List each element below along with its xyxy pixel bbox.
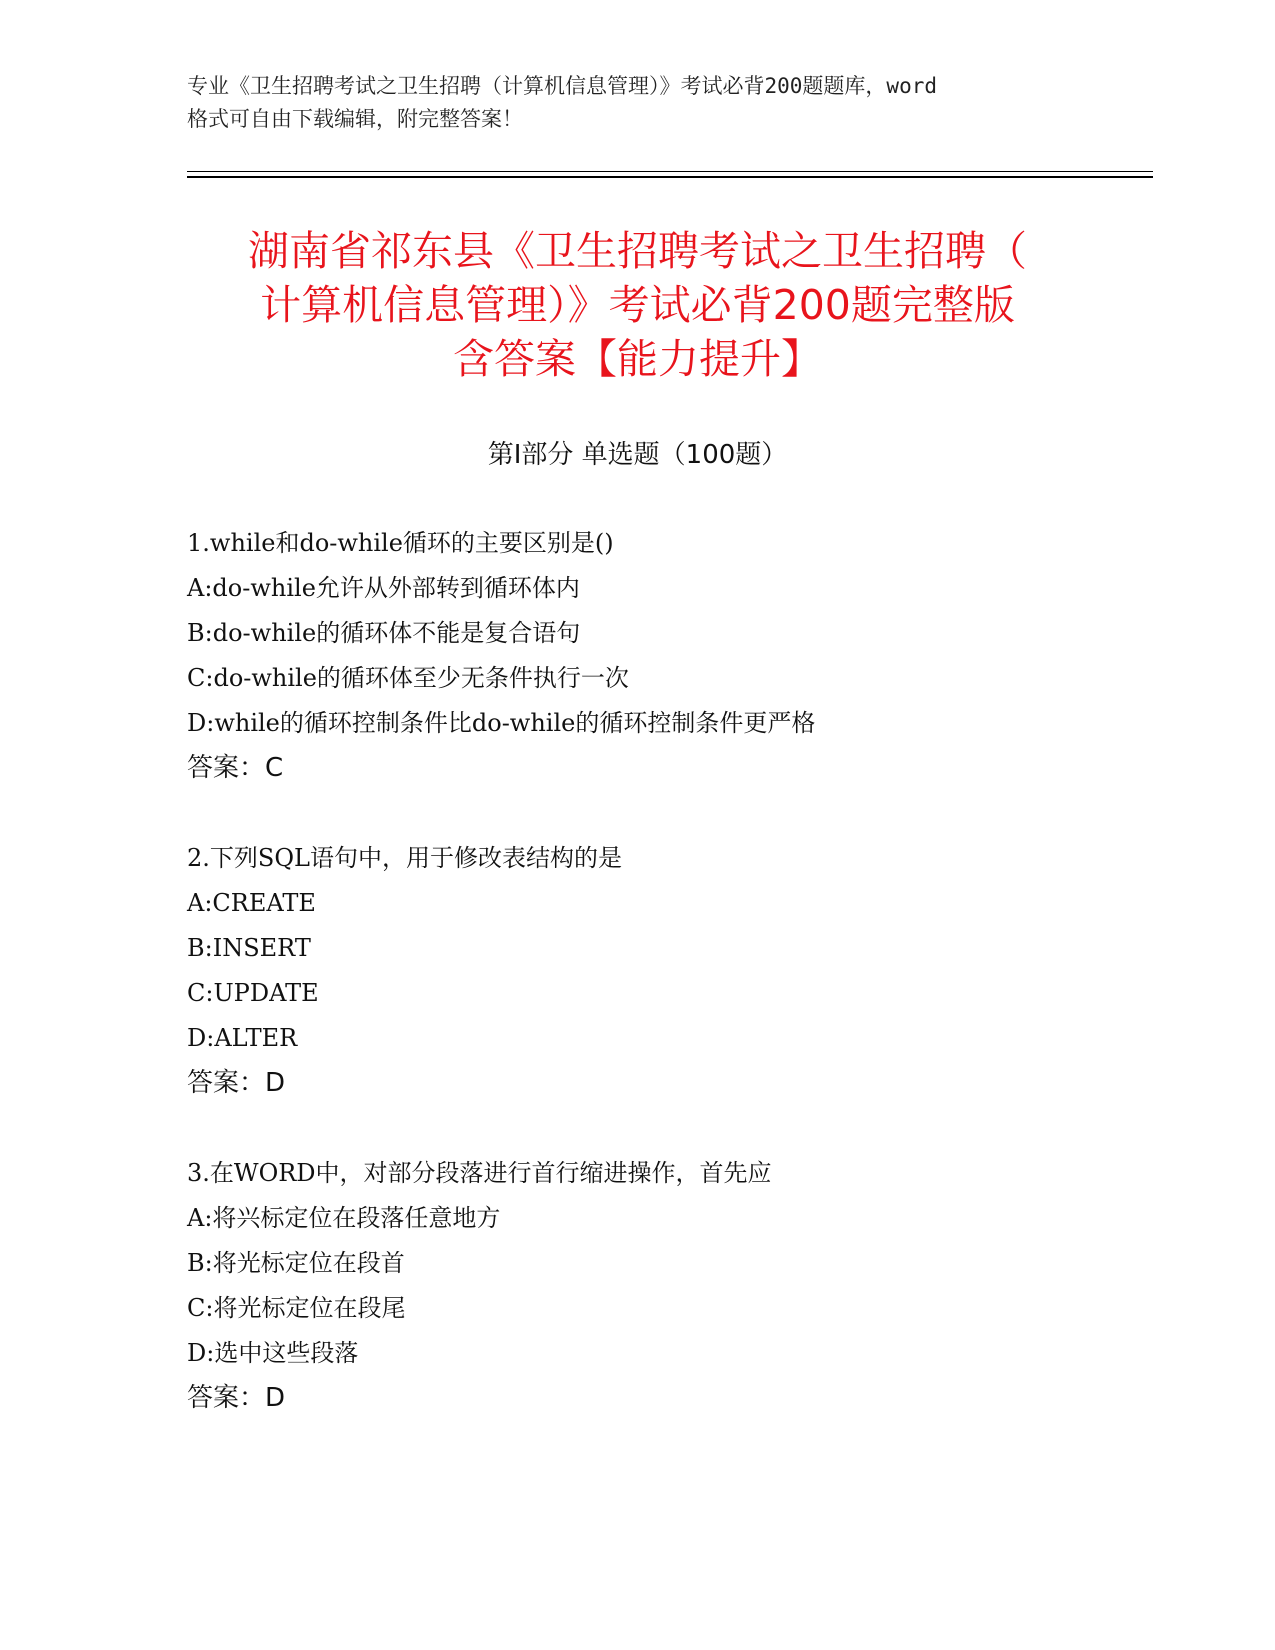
option-b: B:将光标定位在段首 bbox=[187, 1249, 405, 1277]
question-1 bbox=[187, 521, 1087, 791]
question-2 bbox=[187, 836, 1087, 1106]
header-note-line1: 专业《卫生招聘考试之卫生招聘（计算机信息管理）》考试必背200题题库，word bbox=[187, 74, 937, 98]
question-stem: 1.while和do-while循环的主要区别是() bbox=[187, 529, 614, 557]
title-line3: 含答案【能力提升】 bbox=[453, 335, 822, 383]
option-c: C:do-while的循环体至少无条件执行一次 bbox=[187, 664, 629, 692]
answer: 答案：C bbox=[187, 753, 284, 783]
option-a: A:CREATE bbox=[187, 889, 316, 917]
option-a: A:将兴标定位在段落任意地方 bbox=[187, 1204, 501, 1232]
option-b: B:do-while的循环体不能是复合语句 bbox=[187, 619, 581, 647]
option-d: D:ALTER bbox=[187, 1024, 298, 1052]
question-stem: 3.在WORD中，对部分段落进行首行缩进操作，首先应 bbox=[187, 1159, 772, 1187]
option-a: A:do-while允许从外部转到循环体内 bbox=[187, 574, 580, 602]
header-note bbox=[187, 70, 1087, 136]
answer: 答案：D bbox=[187, 1068, 286, 1098]
option-b: B:INSERT bbox=[187, 934, 311, 962]
document-title bbox=[160, 224, 1115, 386]
header-note-line2: 格式可自由下载编辑，附完整答案！ bbox=[187, 107, 523, 131]
section-title: 第Ⅰ部分 单选题（100题） bbox=[487, 440, 788, 470]
question-stem: 2.下列SQL语句中，用于修改表结构的是 bbox=[187, 844, 622, 872]
option-c: C:UPDATE bbox=[187, 979, 319, 1007]
title-line1: 湖南省祁东县《卫生招聘考试之卫生招聘（ bbox=[248, 227, 1027, 275]
question-3 bbox=[187, 1151, 1087, 1421]
header-divider-thick bbox=[187, 176, 1153, 178]
answer: 答案：D bbox=[187, 1383, 286, 1413]
title-line2: 计算机信息管理）》考试必背200题完整版 bbox=[260, 281, 1015, 329]
option-c: C:将光标定位在段尾 bbox=[187, 1294, 406, 1322]
option-d: D:选中这些段落 bbox=[187, 1339, 359, 1367]
header-divider-thin bbox=[187, 171, 1153, 172]
option-d: D:while的循环控制条件比do-while的循环控制条件更严格 bbox=[187, 709, 816, 737]
